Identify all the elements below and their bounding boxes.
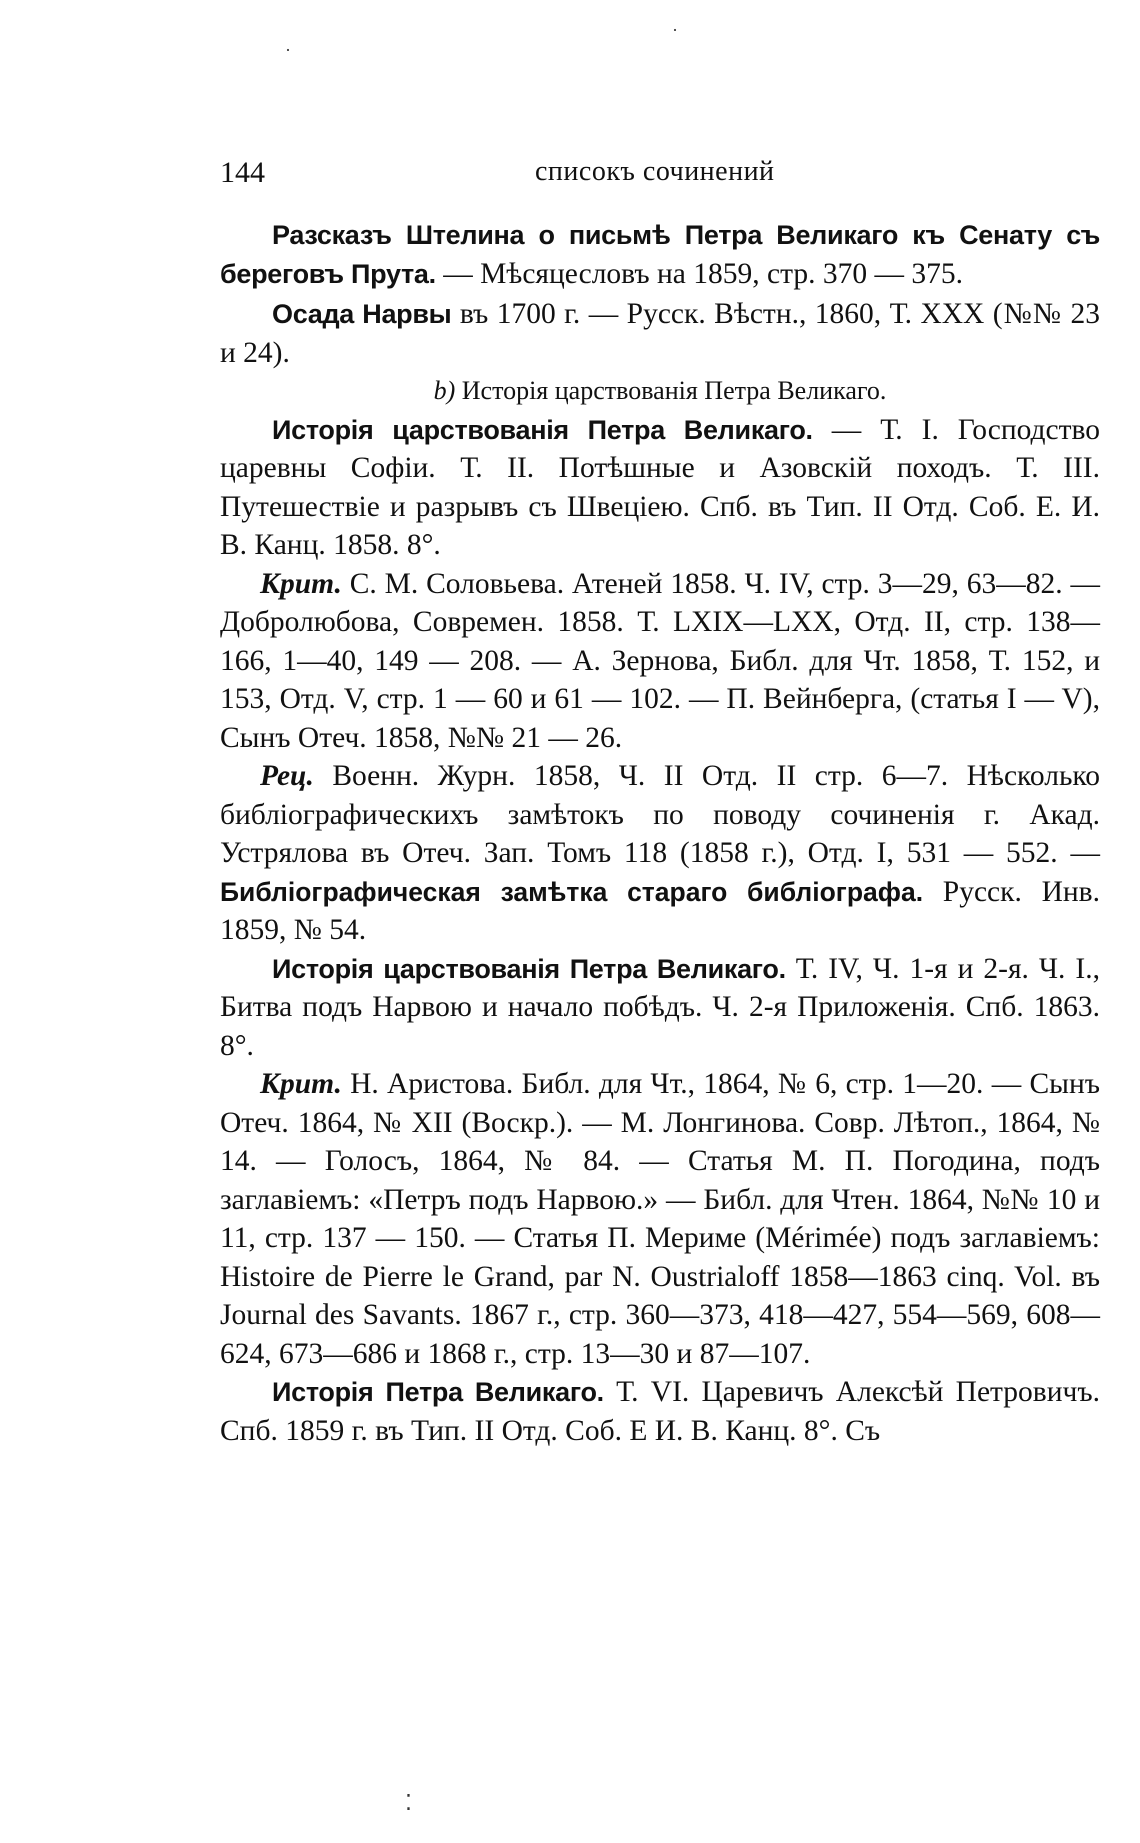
review-text: Н. Аристова. Библ. для Чт., 1864, № 6, стр. 1—20. — Сынъ Отеч. 1864, № XII (Воскр.). — М. Лонгинова. Совр. Лѣтоп., 1864, № 14. — Голосъ, 1864, № 84. — Статья М. П. Погодина, подъ заглавіемъ: «Петръ подъ Нарвою.» — Библ. для Чтен. 1864, №№ 10 и 11, стр. 137 — 150. — Статья П. Мериме (Mérimée) подъ заглавіемъ: Histoire de Pierre le Grand, par N. Oustrialoff 1858—1863 cinq. Vol. въ Journal des Savants. 1867 г., стр. 360—373, 418—427, 554—569, 608—624, 673—686 и 1868 г., стр. 13—30 и 87—107.: [220, 1068, 1100, 1370]
page-body: [220, 216, 1100, 1450]
review-block: [220, 565, 1100, 758]
review-block: [220, 1065, 1100, 1373]
entry-title: Исторія царствованія Петра Великаго.: [272, 953, 786, 984]
review-block: [220, 757, 1100, 950]
bibliography-entry: [220, 216, 1100, 293]
review-label: Рец.: [260, 760, 314, 792]
entry-title: Осада Нарвы: [272, 299, 452, 329]
section-letter: b): [433, 376, 456, 405]
print-speck: ⁚: [405, 1790, 412, 1815]
review-text: С. М. Соловьева. Атеней 1858. Ч. IV, стр. 3—29, 63—82. — Добролюбова, Современ. 1858. Т. LXIX—LXX, Отд. II, стр. 138—166, 1—40, 149 — 208. — А. Зернова, Библ. для Чт. 1858, Т. 152, и 153, Отд. V, стр. 1 — 60 и 61 — 102. — П. Вейнберга, (статья I — V), Сынъ Отеч. 1858, №№ 21 — 26.: [220, 567, 1100, 754]
review-label: Крит.: [260, 567, 342, 600]
bibliography-entry: [220, 411, 1100, 565]
review-label: Крит.: [260, 1068, 342, 1100]
print-speck: ·: [285, 40, 291, 60]
review-bold-title: Библіографическая замѣтка стараго библіографа.: [220, 876, 924, 907]
entry-text: въ 1700 г. — Русск. Вѣстн., 1860, Т. XXX (№№ 23 и 24).: [220, 298, 1100, 369]
entry-title: Исторія Петра Великаго.: [272, 1377, 604, 1407]
page-number: 144: [220, 156, 265, 189]
section-title: Исторія царствованія Петра Великаго.: [455, 376, 887, 405]
print-speck: ·: [672, 20, 678, 40]
entry-text: Т. VI. Царевичъ Алексѣй Петровичъ. Спб. 1859 г. въ Тип. II Отд. Соб. Е И. В. Канц. 8°. Съ: [220, 1376, 1100, 1447]
page-header: [220, 156, 1100, 196]
section-heading: [220, 372, 1100, 411]
running-title: списокъ сочинений: [535, 156, 775, 187]
entry-title: Исторія царствованія Петра Великаго.: [272, 414, 813, 445]
review-text: Русск. Инв. 1859, № 54.: [220, 875, 1100, 946]
bibliography-entry: [220, 950, 1100, 1066]
review-text: Военн. Журн. 1858, Ч. II Отд. II стр. 6—7. Нѣсколько библіографическихъ замѣтокъ по поводу сочиненія г. Акад. Устрялова въ Отеч. Зап. Томъ 118 (1858 г.), Отд. I, 531 — 552. —: [220, 760, 1100, 869]
bibliography-entry: [220, 1373, 1100, 1450]
entry-text: — Т. I. Господство царевны Софіи. Т. II. Потѣшные и Азовскій походъ. Т. III. Путешествіе и разрывъ съ Швеціею. Спб. въ Тип. II Отд. Соб. Е. И. В. Канц. 1858. 8°.: [220, 413, 1100, 561]
entry-text: — Мѣсяцесловъ на 1859, стр. 370 — 375.: [435, 257, 963, 290]
entry-text: Т. IV, Ч. 1-я и 2-я. Ч. I., Битва подъ Нарвою и начало побѣдъ. Ч. 2-я Приложенія. Спб. 1863. 8°.: [220, 952, 1100, 1062]
bibliography-entry: [220, 295, 1100, 372]
entry-title: Разсказъ Штелина о письмѣ Петра Великаго къ Сенату съ береговъ Прута.: [220, 220, 1100, 289]
